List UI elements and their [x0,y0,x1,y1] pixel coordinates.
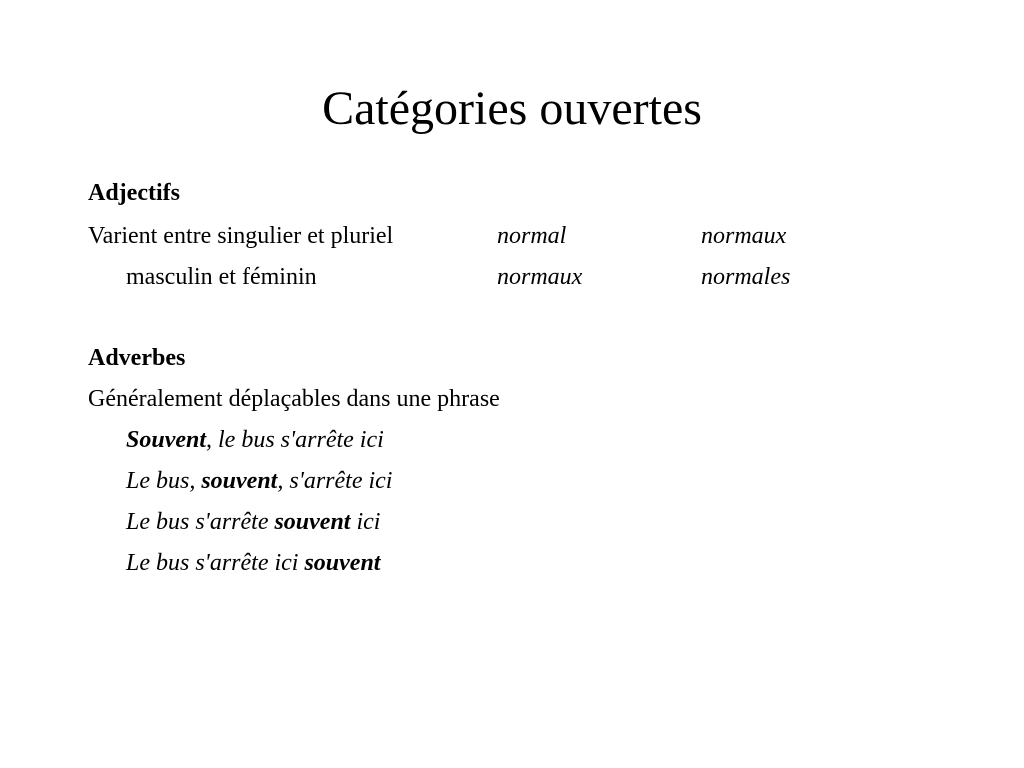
adjectifs-row1-form-b: normaux [701,223,787,249]
example-1-adverb: Souvent [126,427,207,453]
adverbe-example-3 [126,507,380,537]
adverbes-heading: Adverbes [88,345,186,371]
example-4-before: Le bus s'arrête ici [126,550,305,576]
adjectifs-row2-form-b: normales [701,264,791,290]
example-4-adverb: souvent [304,550,381,576]
example-3-adverb: souvent [274,509,351,535]
adjectifs-row1-form-a: normal [497,223,567,249]
adjectifs-row1-label: Varient entre singulier et pluriel [88,223,394,249]
example-3-after: ici [350,509,381,535]
adverbe-example-4 [126,548,380,578]
adverbe-example-2 [126,466,392,496]
slide-title: Catégories ouvertes [322,82,702,135]
example-3-before: Le bus s'arrête [126,509,275,535]
example-2-before: Le bus, [126,468,202,494]
example-1-after: , le bus s'arrête ici [206,427,384,453]
adverbes-description: Généralement déplaçables dans une phrase [88,386,500,412]
adjectifs-heading: Adjectifs [88,180,180,206]
adverbe-example-1 [126,425,384,455]
example-2-after: , s'arrête ici [277,468,393,494]
adjectifs-row2-label: masculin et féminin [126,264,317,290]
example-2-adverb: souvent [201,468,278,494]
adjectifs-row2-form-a: normaux [497,264,583,290]
